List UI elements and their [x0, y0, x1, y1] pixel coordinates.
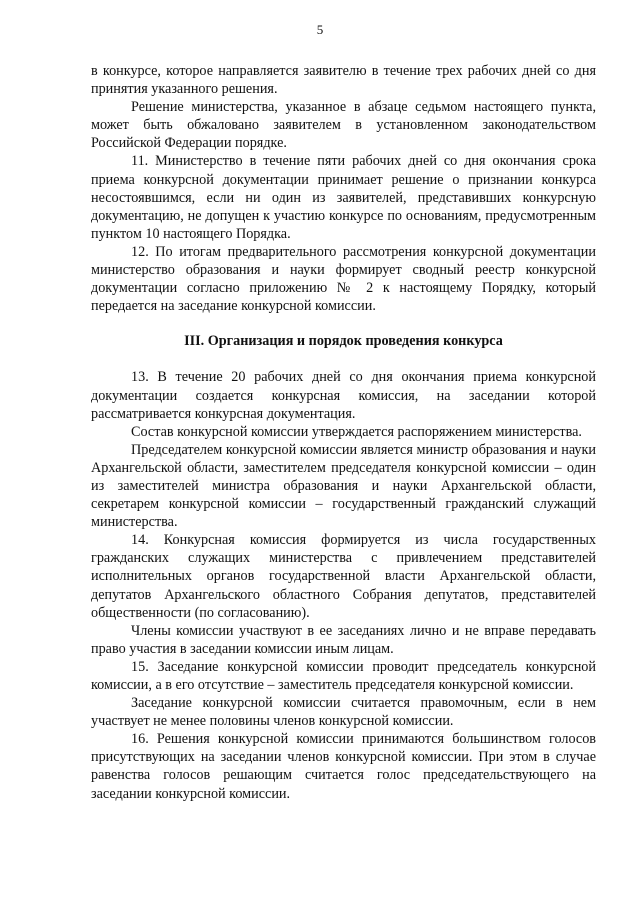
- paragraph-item-12: 12. По итогам предварительного рассмотрения конкурсной документации министерство образования и науки формирует сводный реестр конкурсной документации согласно приложению № 2 к настоящему Порядку, который передается на заседание конкурсной комиссии.: [91, 243, 596, 315]
- page-number: 5: [316, 22, 324, 37]
- paragraph-item-11: 11. Министерство в течение пяти рабочих дней со дня окончания срока приема конкурсной документации принимает решение о признании конкурса несостоявшимся, если ни один из заявителей, представивших конкурсную документацию, не допущен к участию конкурсе по основаниям, предусмотренным пунктом 10 настоящего Порядка.: [91, 153, 596, 242]
- section-heading: III. Организация и порядок проведения конкурса: [184, 333, 503, 350]
- paragraph-item-15: 15. Заседание конкурсной комиссии проводит председатель конкурсной комиссии, а в его отсутствие – заместитель председателя конкурсной комиссии.: [91, 658, 596, 693]
- paragraph: в конкурсе, которое направляется заявителю в течение трех рабочих дней со дня принятия указанного решения.: [91, 63, 596, 98]
- document-body: [91, 62, 596, 803]
- paragraph: Решение министерства, указанное в абзаце седьмом настоящего пункта, может быть обжаловано заявителем в установленном законодательством Российской Федерации порядке.: [91, 99, 596, 152]
- paragraph: Заседание конкурсной комиссии считается правомочным, если в нем участвует не менее половины членов конкурсной комиссии.: [91, 695, 596, 730]
- paragraph: Члены комиссии участвуют в ее заседаниях лично и не вправе передавать право участия в заседании комиссии иным лицам.: [91, 622, 596, 657]
- paragraph-item-14: 14. Конкурсная комиссия формируется из числа государственных гражданских служащих министерства с привлечением представителей исполнительных органов государственной власти Архангельской области, депутатов Архангельского областного Собрания депутатов, представителей общественности (по согласованию).: [91, 532, 596, 621]
- paragraph-item-13: 13. В течение 20 рабочих дней со дня окончания приема конкурсной документации создается конкурсная комиссия, на заседании которой рассматривается конкурсная документация.: [91, 369, 596, 422]
- paragraph: Председателем конкурсной комиссии является министр образования и науки Архангельской области, заместителем председателя конкурсной комиссии – один из заместителей министра образования и науки Архангельской области, секретарем конкурсной комиссии – государственный гражданский служащий министерства.: [91, 441, 596, 531]
- paragraph: Состав конкурсной комиссии утверждается распоряжением министерства.: [131, 423, 582, 440]
- paragraph-item-16: 16. Решения конкурсной комиссии принимаются большинством голосов присутствующих на заседании членов конкурсной комиссии. При этом в случае равенства голосов решающим считается голос председательствующего на заседании конкурсной комиссии.: [91, 731, 596, 802]
